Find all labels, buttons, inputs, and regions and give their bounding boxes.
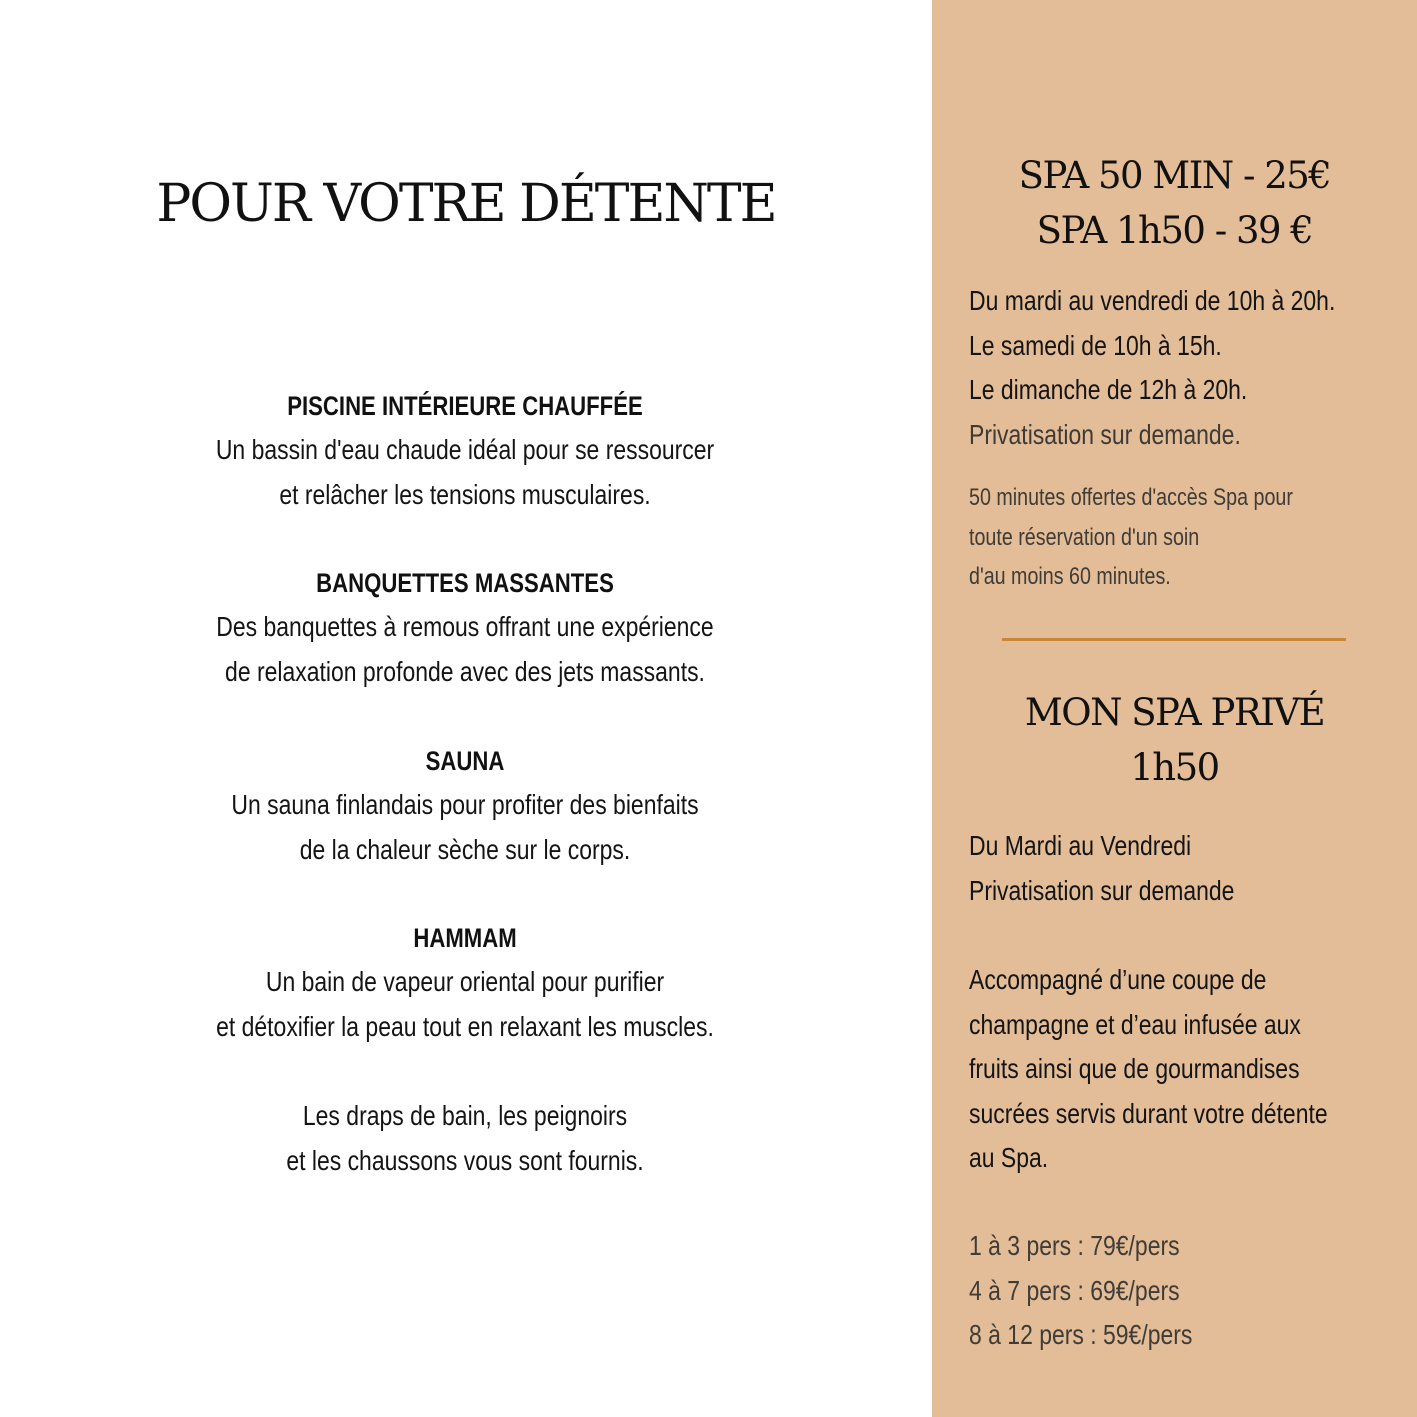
price-line: 1 à 3 pers : 79€/pers	[969, 1230, 1180, 1261]
offer1-note-line: toute réservation d'un soin	[969, 523, 1200, 551]
amenity-description-line: et détoxifier la peau tout en relaxant les muscles.	[216, 1010, 714, 1042]
offer2-availability	[969, 824, 1395, 913]
offer1-title-line: SPA 1h50 - 39 €	[1036, 209, 1313, 252]
offer2-title	[932, 685, 1417, 795]
amenity-description	[166, 605, 765, 694]
description-line: Accompagné d’une coupe de	[969, 964, 1267, 995]
offer2-title-line: MON SPA PRIVÉ	[1024, 691, 1325, 734]
description-line: fruits ainsi que de gourmandises	[969, 1053, 1300, 1084]
hours-line: Le dimanche de 12h à 20h.	[969, 374, 1248, 405]
page-title: POUR VOTRE DÉTENTE	[156, 174, 776, 234]
hours-line: Du mardi au vendredi de 10h à 20h.	[969, 285, 1336, 316]
amenity-description	[166, 960, 765, 1049]
amenity-description-line: et relâcher les tensions musculaires.	[279, 478, 651, 510]
offer1-title	[932, 148, 1417, 258]
amenity-description-line: Un bain de vapeur oriental pour purifier	[265, 966, 665, 997]
amenity-description-line: de la chaleur sèche sur le corps.	[299, 833, 631, 865]
amenity-heading: SAUNA	[425, 746, 505, 776]
offer1-title-line: SPA 50 MIN - 25€	[1018, 154, 1331, 197]
availability-line: Du Mardi au Vendredi	[969, 830, 1192, 861]
right-panel	[932, 0, 1417, 1417]
offer2-title-line: 1h50	[1130, 746, 1219, 789]
amenity-note	[100, 1094, 830, 1183]
offer1-note	[969, 478, 1346, 597]
note-line: et les chaussons vous sont fournis.	[286, 1144, 644, 1176]
price-line: 4 à 7 pers : 69€/pers	[969, 1274, 1180, 1306]
section-divider	[1002, 638, 1346, 641]
hours-line: Le samedi de 10h à 15h.	[969, 329, 1222, 361]
amenity-description	[166, 428, 765, 517]
note-line: Les draps de bain, les peignoirs	[302, 1100, 628, 1131]
offer1-hours	[969, 279, 1395, 457]
offer2-prices	[969, 1224, 1297, 1358]
offer1-note-line: 50 minutes offertes d'accès Spa pour	[969, 484, 1293, 511]
amenity-pool	[100, 384, 830, 517]
description-line: sucrées servis durant votre détente	[969, 1097, 1328, 1129]
amenity-description	[166, 783, 765, 872]
amenity-massage-benches	[100, 561, 830, 694]
amenity-heading: HAMMAM	[413, 923, 517, 953]
amenity-heading: BANQUETTES MASSANTES	[316, 568, 614, 598]
note-text	[166, 1094, 765, 1183]
privatisation-text: Privatisation sur demande.	[969, 418, 1241, 450]
amenity-description-line: de relaxation profonde avec des jets massants.	[225, 655, 705, 687]
amenity-description-line: Un sauna finlandais pour profiter des bienfaits	[231, 789, 699, 820]
offer1-note-line: d'au moins 60 minutes.	[969, 563, 1171, 590]
amenity-description-line: Des banquettes à remous offrant une expérience	[216, 611, 714, 642]
description-line: au Spa.	[969, 1142, 1049, 1173]
availability-line: Privatisation sur demande	[969, 874, 1235, 906]
description-line: champagne et d’eau infusée aux	[969, 1008, 1301, 1040]
amenity-heading: PISCINE INTÉRIEURE CHAUFFÉE	[287, 391, 643, 421]
price-line: 8 à 12 pers : 59€/pers	[969, 1319, 1193, 1350]
amenity-sauna	[100, 739, 830, 872]
amenity-hammam	[100, 916, 830, 1049]
amenity-description-line: Un bassin d'eau chaude idéal pour se ressourcer	[215, 434, 715, 465]
offer2-description	[969, 958, 1395, 1181]
